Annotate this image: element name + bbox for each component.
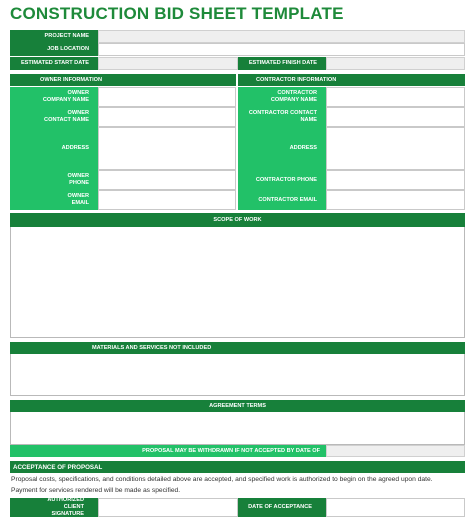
- contractor-address-field[interactable]: [326, 127, 465, 170]
- date-of-acceptance-label: DATE OF ACCEPTANCE: [238, 498, 326, 517]
- document-title: CONSTRUCTION BID SHEET TEMPLATE: [10, 4, 344, 23]
- contractor-information-header: CONTRACTOR INFORMATION: [238, 74, 465, 86]
- withdrawal-date-field[interactable]: [326, 445, 465, 457]
- owner-address-field[interactable]: [98, 127, 236, 170]
- acceptance-text-line1: Proposal costs, specifications, and conditions detailed above are accepted, and specified work is authorized to begin on the agreed upon date.: [11, 476, 433, 483]
- project-name-label: PROJECT NAME: [10, 30, 98, 43]
- acceptance-header: ACCEPTANCE OF PROPOSAL: [10, 461, 465, 473]
- owner-phone-field[interactable]: [98, 170, 236, 190]
- owner-company-name-label: OWNER COMPANY NAME: [10, 87, 98, 107]
- authorized-client-signature-label: AUTHORIZED CLIENT SIGNATURE: [10, 498, 98, 517]
- estimated-start-date-label: ESTIMATED START DATE: [10, 57, 98, 70]
- job-location-field[interactable]: [98, 43, 465, 56]
- materials-not-included-field[interactable]: [12, 355, 463, 394]
- owner-phone-label: OWNER PHONE: [10, 170, 98, 190]
- estimated-finish-date-label: ESTIMATED FINISH DATE: [238, 57, 326, 70]
- contractor-phone-label: CONTRACTOR PHONE: [238, 170, 326, 190]
- agreement-terms-field[interactable]: [12, 413, 463, 443]
- scope-of-work-field[interactable]: [12, 228, 463, 336]
- owner-email-label: OWNER EMAIL: [10, 190, 98, 210]
- contractor-address-label: ADDRESS: [238, 127, 326, 170]
- contractor-contact-name-field[interactable]: [326, 107, 465, 127]
- scope-of-work-header: SCOPE OF WORK: [10, 213, 465, 227]
- date-of-acceptance-field[interactable]: [326, 498, 465, 517]
- contractor-company-name-field[interactable]: [326, 87, 465, 107]
- withdrawal-date-label: PROPOSAL MAY BE WITHDRAWN IF NOT ACCEPTED BY DATE OF: [10, 445, 326, 457]
- contractor-contact-name-label: CONTRACTOR CONTACT NAME: [238, 107, 326, 127]
- contractor-email-label: CONTRACTOR EMAIL: [238, 190, 326, 210]
- acceptance-text-line2: Payment for services rendered will be made as specified.: [11, 487, 181, 494]
- owner-email-field[interactable]: [98, 190, 236, 210]
- agreement-terms-header: AGREEMENT TERMS: [10, 400, 465, 412]
- materials-not-included-header: MATERIALS AND SERVICES NOT INCLUDED: [10, 342, 465, 354]
- owner-information-header: OWNER INFORMATION: [10, 74, 236, 86]
- owner-contact-name-label: OWNER CONTACT NAME: [10, 107, 98, 127]
- project-name-field[interactable]: [98, 30, 465, 43]
- contractor-email-field[interactable]: [326, 190, 465, 210]
- estimated-finish-date-field[interactable]: [326, 57, 465, 70]
- owner-company-name-field[interactable]: [98, 87, 236, 107]
- owner-address-label: ADDRESS: [10, 127, 98, 170]
- owner-contact-name-field[interactable]: [98, 107, 236, 127]
- job-location-label: JOB LOCATION: [10, 43, 98, 56]
- contractor-company-name-label: CONTRACTOR COMPANY NAME: [238, 87, 326, 107]
- contractor-phone-field[interactable]: [326, 170, 465, 190]
- estimated-start-date-field[interactable]: [98, 57, 238, 70]
- authorized-client-signature-field[interactable]: [98, 498, 238, 517]
